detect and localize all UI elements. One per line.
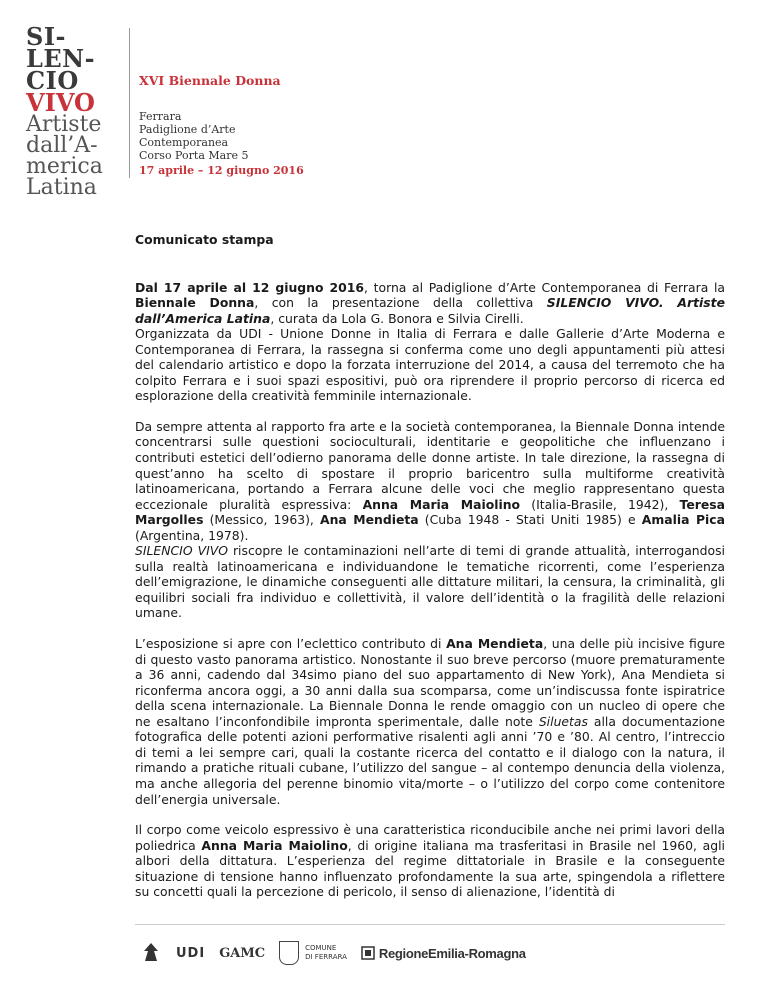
event-title-block <box>139 70 281 89</box>
gamc-logo-text: GAMC <box>219 945 266 961</box>
p2-text-5: (Argentina, 1978). <box>135 527 249 543</box>
artist-maiolino-2: Anna Maria Maiolino <box>201 837 348 853</box>
p1-text-1: , torna al Padiglione d’Arte Contemporanea di Ferrara la <box>364 279 725 295</box>
venue-line-2: Padiglione d’Arte <box>139 123 236 136</box>
biennale-highlight: Biennale Donna <box>135 295 255 311</box>
sponsor-logos <box>140 933 526 973</box>
p2-text-1: Da sempre attenta al rapporto fra arte e la società contemporanea, la Biennale Donna intende concentrarsi sulle questioni socioculturali, identitarie e geopolitiche che influenzano i contributi estetici dell’odierno panorama delle donne artiste. In tale direzione, la rassegna di quest’anno ha scelto di spostare il proprio baricentro sulla multiforme creatività latinoamericana, portando a Ferrara alcune delle voci che meglio rappresentano questa eccezionale pluralità espressiva: <box>135 418 725 512</box>
exhibition-logo <box>26 22 126 200</box>
press-release-heading: Comunicato stampa <box>135 232 274 247</box>
regione-mark-icon <box>361 946 375 960</box>
venue-block <box>139 110 248 162</box>
logo-sub-1: Artiste <box>26 112 102 137</box>
logo-line-2: LEN- <box>26 44 96 73</box>
p2-text-6: riscopre le contaminazioni nell’arte di temi di grande attualità, interrogandosi sulla realtà latinoamericana e individuandone le tematiche ricorrenti, come l’esperienza dell’emigrazione, le dinamiche conseguenti alle dittature militari, la censura, la criminalità, gli equilibri sociali fra individuo e collettività, il valore dell’identità o la fragilità delle relazioni umane. <box>135 543 725 621</box>
logo-sub-2: dall’A- <box>26 133 98 158</box>
logo-line-3: CIO <box>26 66 79 95</box>
paragraph-3 <box>135 636 725 807</box>
dates-highlight: Dal 17 aprile al 12 giugno 2016 <box>135 279 365 295</box>
exhibition-title: SILENCIO VIVO. Artiste dall’America Latina <box>135 295 725 326</box>
p2-line-2 <box>135 543 725 621</box>
artist-mendieta-2: Ana Mendieta <box>446 636 544 652</box>
event-dates: 17 aprile – 12 giugno 2016 <box>139 164 304 177</box>
artist-maiolino: Anna Maria Maiolino <box>362 496 521 512</box>
p4-text-2: , di origine italiana ma trasferitasi in Brasile nel 1960, agli albori della dittatura. L’esperienza del regime dittatoriale in Brasile e la conseguente situazione di tensione hanno influenzato profondamente la sua arte, spingendola a riflettere su concetti quali la percezione di pericolo, il senso di alienazione, l’identità di <box>135 837 725 900</box>
venue-line-3: Contemporanea <box>139 136 229 149</box>
p1-text-2: , con la presentazione della collettiva <box>254 295 547 311</box>
comune-ferrara-logo <box>279 941 347 965</box>
event-title: XVI Biennale Donna <box>139 73 281 88</box>
regione-logo <box>361 946 526 961</box>
biennale-emblem-icon <box>140 941 162 965</box>
p3-text-2: , una delle più incisive figure di questo vasto panorama artistico. Nonostante il suo breve percorso (muore prematuramente a 36 anni, cadendo dal 34simo piano del suo appartamento di New York), Ana Mendieta si riconferma ancora oggi, a 30 anni dalla sua scomparsa, come un’indiscussa fonte ispiratrice della scena internazionale. La Biennale Donna le rende omaggio con un nucleo di opere che ne esaltano l’inconfondibile impronta sperimentale, dalle note <box>135 636 726 729</box>
artist-margolles: Teresa Margolles <box>135 496 725 528</box>
p3-text-3: alla documentazione fotografica delle potenti azioni performative risalenti agli anni ’70 e ’80. Al centro, l’intreccio di temi a lei sempre cari, quali la costante ricerca del contatto e il dialogo con la natura, il rimando a pratiche rituali cubane, l’utilizzo del sangue – al contempo denuncia della violenza, ma anche allegoria del perenne binomio vita/morte – o l’utilizzo del corpo come contenitore dell’energia universale. <box>135 713 725 807</box>
udi-logo <box>176 946 205 961</box>
header-divider <box>129 28 130 178</box>
logo-line-vivo: VIVO <box>26 88 95 117</box>
exhibition-name-italic: SILENCIO VIVO <box>135 543 228 559</box>
logo-line-1: SI- <box>26 22 67 51</box>
p2-text-4: (Cuba 1948 - Stati Uniti 1985) e <box>418 512 642 528</box>
udi-logo-text: UDI <box>176 945 206 961</box>
p1-text-3: , curata da Lola G. Bonora e Silvia Cirelli. <box>270 310 524 326</box>
paragraph-1 <box>135 280 725 404</box>
biennale-donna-logo <box>140 941 162 965</box>
venue-city: Ferrara <box>139 110 182 123</box>
logo-sub-4: Latina <box>26 175 97 200</box>
siluetas-italic: Siluetas <box>538 713 588 729</box>
artist-mendieta: Ana Mendieta <box>320 512 419 528</box>
p4-text-1: Il corpo come veicolo espressivo è una caratteristica riconducibile anche nei primi lavori della poliedrica <box>135 822 725 853</box>
gamc-logo <box>219 946 265 961</box>
p2-text-3: (Messico, 1963), <box>203 512 320 528</box>
p3-text-1: L’esposizione si apre con l’eclettico contributo di <box>135 636 447 652</box>
regione-logo-text: RegioneEmilia-Romagna <box>378 945 526 961</box>
venue-address: Corso Porta Mare 5 <box>139 149 249 162</box>
artist-pica: Amalia Pica <box>641 512 725 528</box>
p1-text-4: Organizzata da UDI - Unione Donne in Italia di Ferrara e dalle Gallerie d’Arte Moderna e Contemporanea di Ferrara, la rassegna si conferma come uno degli appuntamenti più attesi del calendario artistico e dopo la forzata interruzione del 2014, a causa del terremoto che ha colpito Ferrara e i suoi spazi espositivi, può ora riprendere il proprio percorso di ricerca ed esplorazione della creatività femminile internazionale. <box>135 326 725 404</box>
press-release-body <box>135 232 725 915</box>
p2-text-2: (Italia-Brasile, 1942), <box>520 496 680 512</box>
comune-crest-icon <box>279 941 299 965</box>
comune-line-2: DI FERRARA <box>305 953 347 961</box>
comune-line-1: COMUNE <box>305 944 337 952</box>
paragraph-2 <box>135 419 725 621</box>
paragraph-4 <box>135 822 725 900</box>
logo-sub-3: merica <box>26 154 103 179</box>
footer-divider <box>135 924 725 925</box>
